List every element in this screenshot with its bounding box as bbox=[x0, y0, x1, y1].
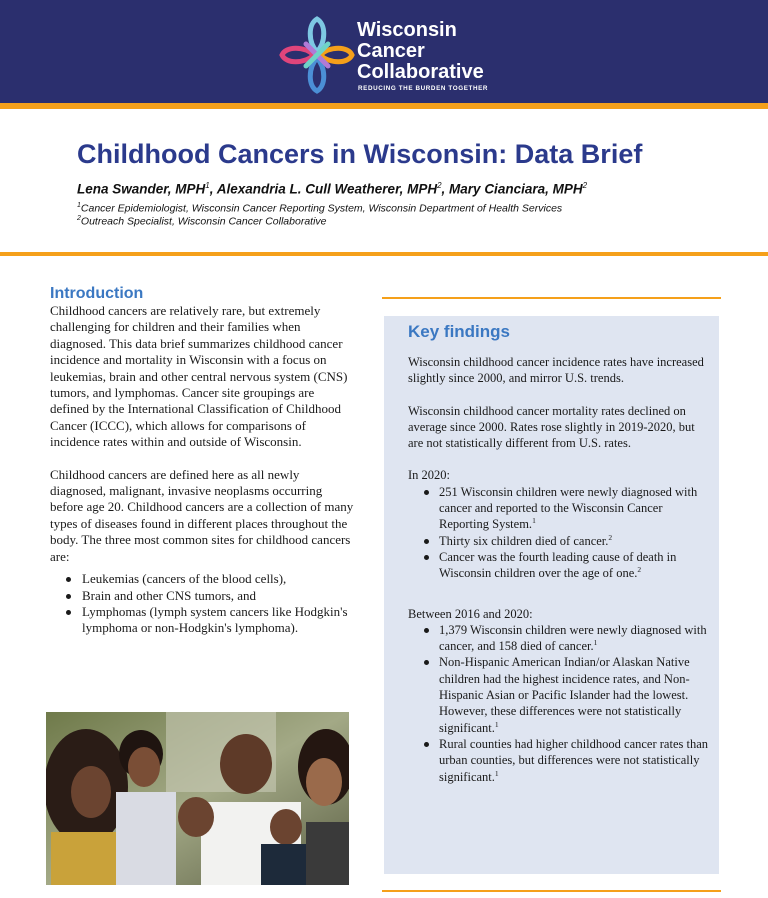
collaborative-knot-icon bbox=[278, 14, 356, 96]
logo-wordmark: Wisconsin Cancer Collaborative bbox=[357, 19, 484, 83]
list-item: Lymphomas (lymph system cancers like Hodgkin's lymphoma or non-Hodgkin's lymphoma). bbox=[64, 604, 355, 637]
author-line: Lena Swander, MPH$^1$, Alexandria L. Cull Weatherer, MPH$^2$, Mary Cianciara, MPH$^2$ bbox=[77, 181, 588, 197]
key-findings-bottom-rule bbox=[382, 890, 721, 892]
list-item: Rural counties had higher childhood cancer rates than urban counties, but differences were not statistically significant.$^1$ bbox=[422, 736, 708, 785]
affiliation-2: $^2$Outreach Specialist, Wisconsin Cancer Collaborative bbox=[77, 215, 327, 228]
list-item: Non-Hispanic American Indian/or Alaskan Native children had the highest incidence rates, and Non-Hispanic Asian or Pacific Islander had the lowest. However, these differences were not statistically significant.$^1$ bbox=[422, 654, 708, 735]
common-sites-list bbox=[64, 571, 355, 637]
year-2020-label: In 2020: bbox=[408, 468, 451, 483]
key-findings-top-rule bbox=[382, 297, 721, 299]
logo-tagline: REDUCING THE BURDEN TOGETHER bbox=[358, 85, 489, 92]
key-findings-incidence-paragraph: Wisconsin childhood cancer incidence rates have increased slightly since 2000, and mirror U.S. trends. bbox=[408, 355, 704, 386]
period-2016-2020-label: Between 2016 and 2020: bbox=[408, 606, 533, 621]
period-2016-2020-list bbox=[422, 622, 708, 785]
family-photo bbox=[46, 712, 349, 885]
introduction-section bbox=[50, 285, 355, 637]
list-item: 251 Wisconsin children were newly diagnosed with cancer and reported to the Wisconsin Cancer Reporting System.$^1$ bbox=[422, 484, 708, 533]
wisconsin-cancer-collaborative-logo bbox=[278, 14, 518, 96]
list-item: Thirty six children died of cancer.$^2$ bbox=[422, 533, 708, 549]
author-name: Lena Swander, MPH bbox=[77, 181, 206, 197]
list-item: Brain and other CNS tumors, and bbox=[64, 588, 355, 604]
year-2020-list bbox=[422, 484, 708, 582]
page-title: Childhood Cancers in Wisconsin: Data Brief bbox=[77, 139, 643, 169]
key-findings-content bbox=[408, 322, 708, 785]
list-item: Leukemias (cancers of the blood cells), bbox=[64, 571, 355, 587]
header-banner bbox=[0, 0, 768, 103]
author-name: Alexandria L. Cull Weatherer, MPH bbox=[216, 181, 438, 197]
section-divider bbox=[0, 252, 768, 256]
key-findings-heading: Key findings bbox=[408, 322, 511, 341]
author-name: Mary Cianciara, MPH bbox=[449, 181, 583, 197]
header-accent-stripe bbox=[0, 103, 768, 109]
introduction-heading: Introduction bbox=[50, 285, 144, 302]
introduction-paragraph-2: Childhood cancers are defined here as all newly diagnosed, malignant, invasive neoplasms occurring before age 20. Childhood cancers are a collection of many types of diseases found in different places throughout the body. The three most common sites for childhood cancers are: bbox=[50, 466, 354, 564]
family-photo-image bbox=[46, 712, 349, 885]
introduction-paragraph-1: Childhood cancers are relatively rare, but extremely challenging for children and their families when diagnosed. This data brief summarizes childhood cancer incidence and mortality in Wisconsin with a focus on leukemias, brain and other central nervous system (CNS) tumors, and lymphomas. Cancer site groupings are defined by the International Classification of Childhood Cancer (ICCC), which allows for comparisons of incidence rates within and outside of Wisconsin. bbox=[50, 303, 348, 450]
key-findings-mortality-paragraph: Wisconsin childhood cancer mortality rates declined on average since 2000. Rates rose slightly in 2019-2020, but are not statistically different from U.S. rates. bbox=[408, 403, 695, 451]
affiliation-1: $^1$Cancer Epidemiologist, Wisconsin Cancer Reporting System, Wisconsin Department of Health Services bbox=[77, 202, 563, 215]
list-item: Cancer was the fourth leading cause of death in Wisconsin children over the age of one.$^2$ bbox=[422, 549, 708, 582]
list-item: 1,379 Wisconsin children were newly diagnosed with cancer, and 158 died of cancer.$^1$ bbox=[422, 622, 708, 655]
